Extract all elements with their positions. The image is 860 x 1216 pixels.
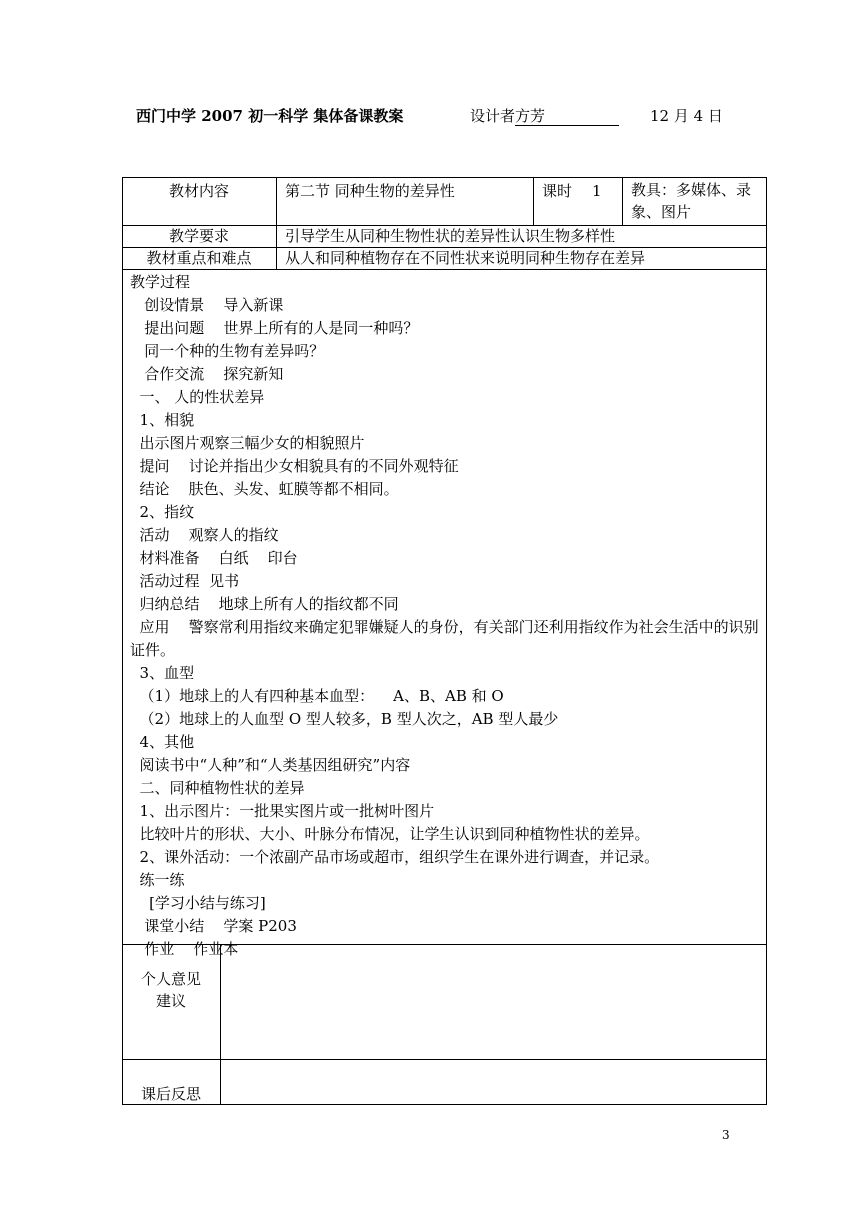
reflection-label: 课后反思 [140,1085,201,1103]
designer-label: 设计者 [470,107,516,125]
designer-name: 方芳 [515,108,619,126]
teaching-process [130,271,764,961]
process-line: 材料准备 白纸 印台 [130,549,298,567]
key-points-label: 教材重点和难点 [146,249,252,267]
process-line: 活动过程 见书 [130,572,240,590]
process-line: [学习小结与练习] [130,894,266,912]
school-title: 西门中学 2007 初一科学 集体备课教案 [136,107,404,125]
process-line: （1）地球上的人有四种基本血型： A、B、AB 和 O [130,687,504,705]
process-line: 1、相貌 [130,411,195,429]
process-line: 2、指纹 [130,503,195,521]
requirement-value: 引导学生从同种生物性状的差异性认识生物多样性 [285,227,616,245]
process-heading: 教学过程 [130,273,191,291]
process-line: 2、课外活动：一个浓副产品市场或超市，组织学生在课外进行调查，并记录。 [130,848,660,866]
period-value: 1 [592,182,602,200]
process-line: 比较叶片的形状、大小、叶脉分布情况，让学生认识到同种植物性状的差异。 [130,825,650,843]
process-line: 活动 观察人的指纹 [130,526,279,544]
page-number: 3 [722,1128,730,1142]
opinion-label: 个人意见建议 [140,970,201,1010]
process-line: 归纳总结 地球上所有人的指纹都不同 [130,595,399,613]
process-line: 提问 讨论并指出少女相貌具有的不同外观特征 [130,457,459,475]
process-line: 应用 警察常利用指纹来确定犯罪嫌疑人的身份，有关部门还利用指纹作为社会生活中的识别证件。 [130,618,759,659]
material-label: 教材内容 [168,182,229,200]
requirement-label: 教学要求 [168,227,229,245]
process-line: 1、出示图片：一批果实图片或一批树叶图片 [130,802,435,820]
process-line: 3、血型 [130,664,195,682]
lesson-date: 12 月 4 日 [650,107,723,125]
process-line: 作业 作业本 [130,940,239,958]
process-line: 4、其他 [130,733,195,751]
process-line: 创设情景 导入新课 [130,296,284,314]
process-line: 出示图片观察三幅少女的相貌照片 [130,434,365,452]
process-line: 练一练 [130,871,185,889]
process-line: 结论 肤色、头发、虹膜等都不相同。 [130,480,399,498]
process-line: 合作交流 探究新知 [130,365,284,383]
designer [470,105,619,126]
process-line: 同一个种的生物有差异吗？ [130,342,325,360]
process-line: 提出问题 世界上所有的人是同一种吗？ [130,319,419,337]
process-line: （2）地球上的人血型 O 型人较多，B 型人次之，AB 型人最少 [130,710,559,728]
key-points-value: 从人和同种植物存在不同性状来说明同种生物存在差异 [285,249,646,267]
process-line: 课堂小结 学案 P203 [130,917,297,935]
teaching-tools: 教具：多媒体、录象、图片 [631,181,752,221]
period-label: 课时 [542,182,573,200]
process-line: 一、 人的性状差异 [130,388,265,406]
material-value: 第二节 同种生物的差异性 [285,182,455,200]
process-line: 阅读书中“人种”和“人类基因组研究”内容 [130,756,411,774]
process-line: 二、同种植物性状的差异 [130,779,305,797]
document-header [136,105,756,127]
